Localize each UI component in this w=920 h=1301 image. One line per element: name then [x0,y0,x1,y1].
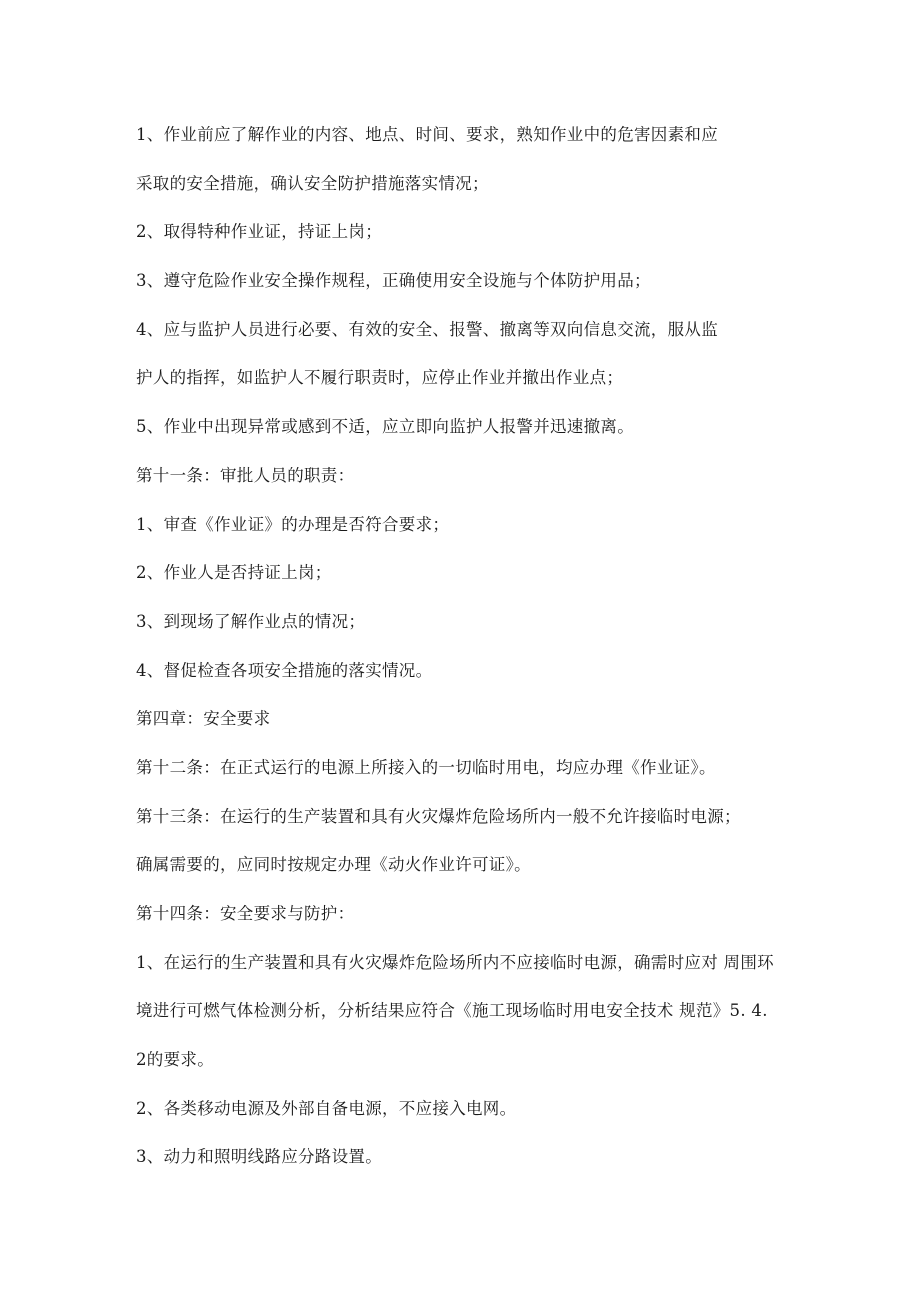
text-line: 3、到现场了解作业点的情况； [136,611,366,631]
text-line: 护人的指挥，如监护人不履行职责时，应停止作业并撤出作业点； [136,368,624,388]
text-line: 2、作业人是否持证上岗； [136,563,332,583]
text-line: 4、应与监护人员进行必要、有效的安全、报警、撤离等双向信息交流，服从监 [136,319,718,339]
article-heading: 第十三条：在运行的生产装置和具有火灾爆炸危险场所内一般不允许接临时电源； [136,806,741,826]
text-line: 1、作业前应了解作业的内容、地点、时间、要求，熟知作业中的危害因素和应 [136,125,718,144]
text-line: 境进行可燃气体检测分析，分析结果应符合《施工现场临时用电安全技术 规范》5. 4. [136,1001,768,1021]
article-heading: 第十四条：安全要求与防护： [136,904,355,923]
document-body [136,122,796,1193]
text-line: 确属需要的，应同时按规定办理《动火作业许可证》。 [136,855,531,875]
text-line: 2、各类移动电源及外部自备电源，不应接入电网。 [136,1098,517,1118]
article-heading: 第十一条：审批人员的职责： [136,465,355,485]
text-line: 3、遵守危险作业安全操作规程，正确使用安全设施与个体防护用品； [136,271,651,291]
text-line: 5、作业中出现异常或感到不适，应立即向监护人报警并迅速撤离。 [136,417,634,437]
text-line: 4、督促检查各项安全措施的落实情况。 [136,660,433,680]
text-line: 1、审查《作业证》的办理是否符合要求； [136,514,450,534]
article-heading: 第十二条：在正式运行的电源上所接入的一切临时用电，均应办理《作业证》。 [136,757,716,777]
text-line: 2的要求。 [136,1050,214,1070]
text-line: 采取的安全措施，确认安全防护措施落实情况； [136,173,489,193]
text-line: 3、动力和照明线路应分路设置。 [136,1147,382,1167]
chapter-heading: 第四章：安全要求 [136,709,271,729]
text-line: 1、在运行的生产装置和具有火灾爆炸危险场所内不应接临时电源，确需时应对 周围环 [136,952,774,972]
text-line: 2、取得特种作业证，持证上岗； [136,222,382,242]
